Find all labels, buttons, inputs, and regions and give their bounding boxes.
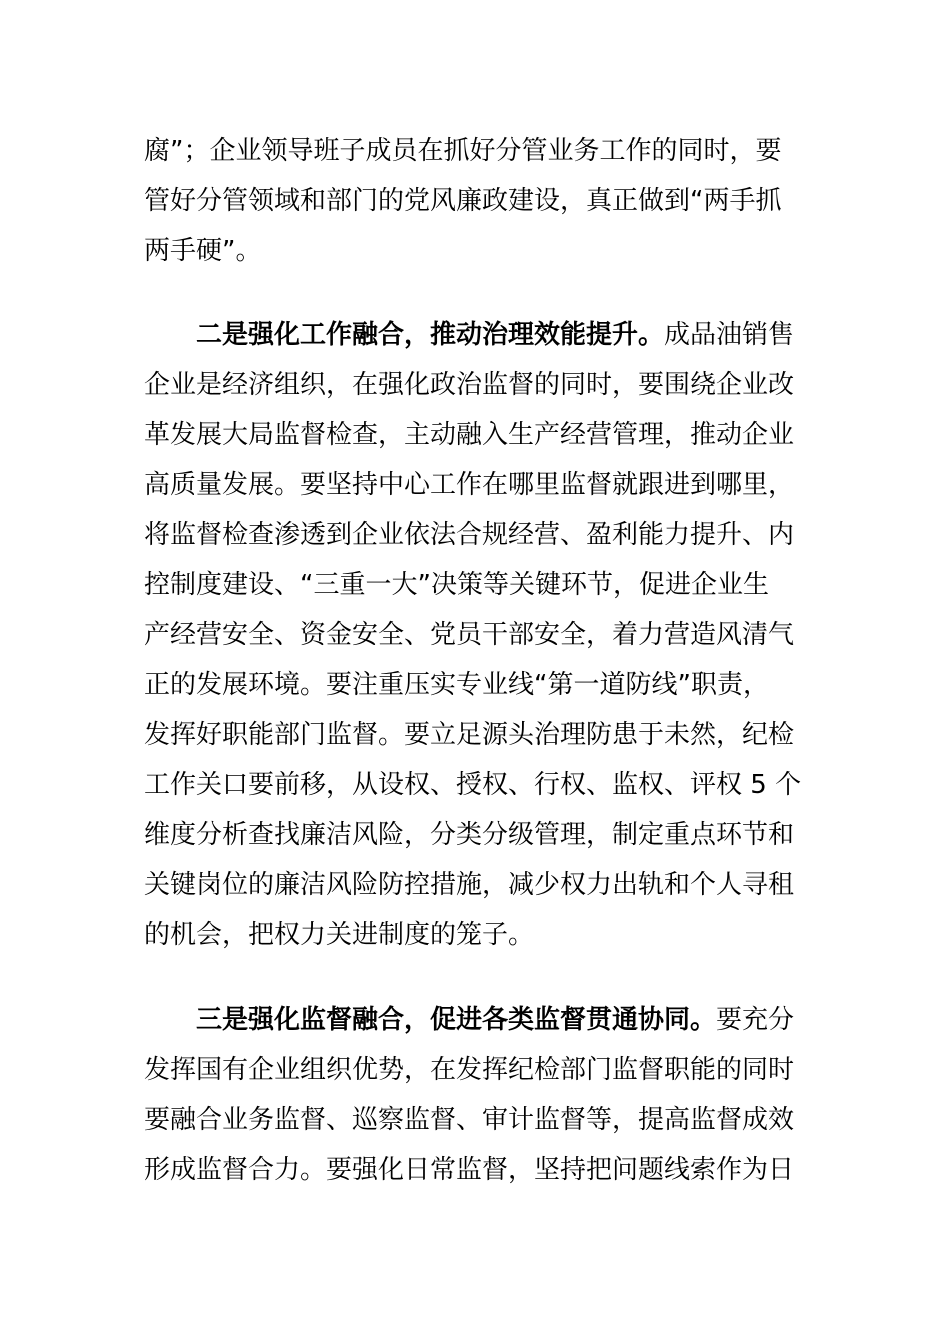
text-line: 产经营安全、资金安全、党员干部安全，着力营造风清气	[144, 620, 795, 650]
text-line: 关键岗位的廉洁风险防控措施，减少权力出轨和个人寻租	[144, 870, 795, 900]
paragraph-heading: 三是强化监督融合，促进各类监督贯通协同。	[196, 1005, 717, 1035]
text-line: 的机会，把权力关进制度的笼子。	[144, 920, 535, 950]
text-line: 两手硬”。	[144, 236, 262, 266]
text-run: 要充分	[716, 1005, 795, 1035]
text-line: 发挥好职能部门监督。要立足源头治理防患于未然，纪检	[144, 720, 795, 750]
text-line: 正的发展环境。要注重压实专业线“第一道防线”职责，	[144, 670, 769, 700]
paragraph-first-line	[196, 1003, 824, 1037]
text-line: 维度分析查找廉洁风险，分类分级管理，制定重点环节和	[144, 820, 795, 850]
paragraph-heading: 二是强化工作融合，推动治理效能提升。	[196, 320, 665, 350]
text-line: 革发展大局监督检查，主动融入生产经营管理，推动企业	[144, 420, 795, 450]
text-line: 高质量发展。要坚持中心工作在哪里监督就跟进到哪里，	[144, 470, 795, 500]
text-line: 形成监督合力。要强化日常监督，坚持把问题线索作为日	[144, 1155, 795, 1185]
text-line: 要融合业务监督、巡察监督、审计监督等，提高监督成效	[144, 1105, 795, 1135]
text-run: 成品油销售	[664, 320, 795, 350]
text-line: 管好分管领域和部门的党风廉政建设，真正做到“两手抓	[144, 186, 782, 216]
text-line: 腐”；企业领导班子成员在抓好分管业务工作的同时，要	[144, 136, 782, 166]
text-line: 发挥国有企业组织优势，在发挥纪检部门监督职能的同时	[144, 1055, 795, 1085]
text-line: 控制度建设、“三重一大”决策等关键环节，促进企业生	[144, 570, 769, 600]
text-line: 工作关口要前移，从设权、授权、行权、监权、评权 5 个	[144, 770, 802, 800]
text-line: 企业是经济组织，在强化政治监督的同时，要围绕企业改	[144, 370, 795, 400]
paragraph-first-line	[196, 318, 824, 352]
text-line: 将监督检查渗透到企业依法合规经营、盈利能力提升、内	[144, 520, 795, 550]
